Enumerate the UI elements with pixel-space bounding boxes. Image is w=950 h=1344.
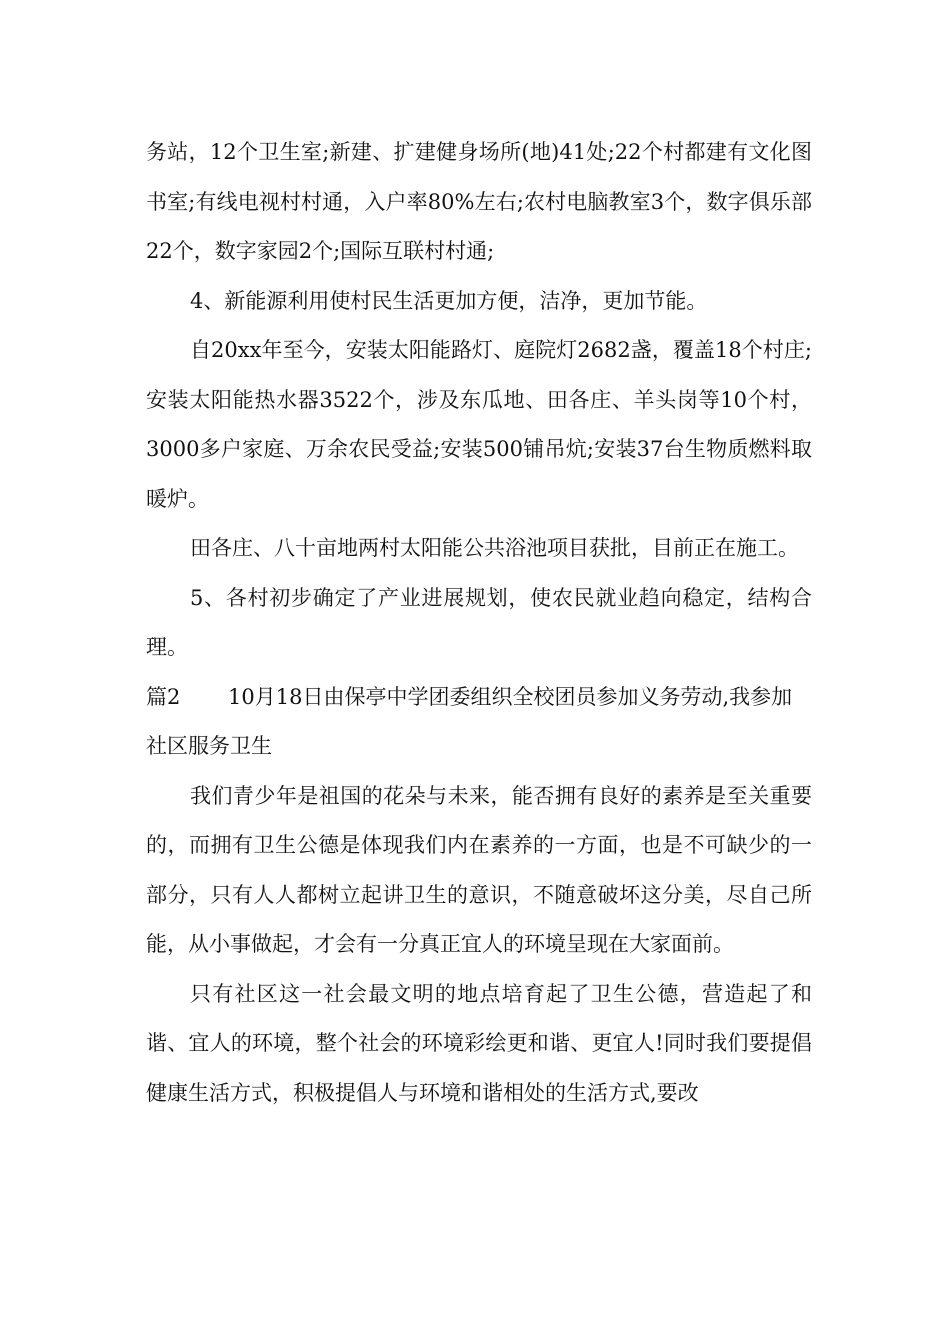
paragraph-1: 务站，12个卫生室;新建、扩建健身场所(地)41处;22个村都建有文化图书室;有线电视村村通，入户率80%左右;农村电脑教室3个，数字俱乐部22个，数字家园2个;国际互联村村通; xyxy=(146,140,812,263)
paragraph-5: 5、各村初步确定了产业进展规划，使农民就业趋向稳定，结构合理。 xyxy=(146,585,812,659)
paragraph-7: 只有社区这一社会最文明的地点培育起了卫生公德，营造起了和谐、宜人的环境，整个社会的环境彩绘更和谐、更宜人!同时我们要提倡健康生活方式，积极提倡人与环境和谐相处的生活方式,要改 xyxy=(146,981,812,1105)
paragraph-2: 4、新能源利用使村民生活更加方便，洁净，更加节能。 xyxy=(190,288,708,313)
paragraph-6: 我们青少年是祖国的花朵与未来，能否拥有良好的素养是至关重要的，而拥有卫生公德是体现我们内在素养的一方面，也是不可缺少的一部分，只有人人都树立起讲卫生的意识，不随意破坏这分美，尽自己所能，从小事做起，才会有一分真正宜人的环境呈现在大家面前。 xyxy=(146,783,812,956)
paragraph-3: 自20xx年至今，安装太阳能路灯、庭院灯2682盏，覆盖18个村庄;安装太阳能热水器3522个，涉及东瓜地、田各庄、羊头岗等10个村，3000多户家庭、万余农民受益;安装500铺吊炕;安装37台生物质燃料取暖炉。 xyxy=(146,338,812,511)
section-2-label: 篇2 xyxy=(146,684,181,709)
document-body xyxy=(146,128,812,1118)
paragraph-4: 田各庄、八十亩地两村太阳能公共浴池项目获批，目前正在施工。 xyxy=(190,536,799,560)
section-2-heading xyxy=(146,673,812,772)
section-2-title: 10月18日由保亭中学团委组织全校团员参加义务劳动,我参加社区服务卫生 xyxy=(146,684,793,758)
